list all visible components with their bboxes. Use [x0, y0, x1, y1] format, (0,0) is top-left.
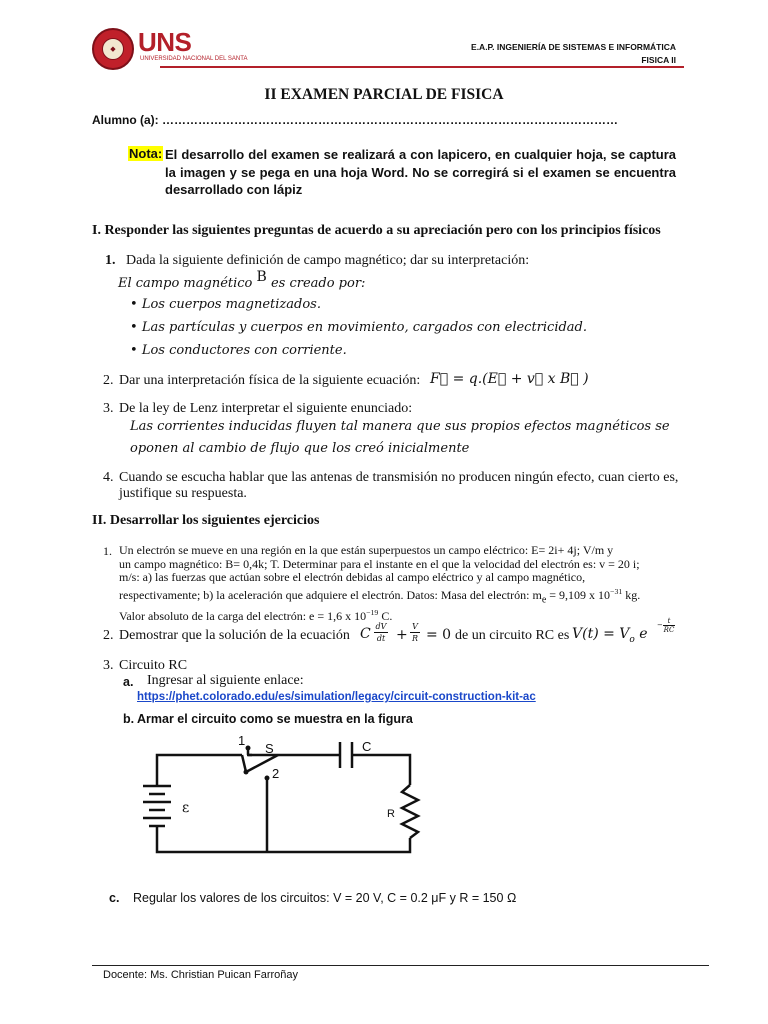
ex2-text-b: de un circuito RC es [455, 628, 570, 643]
footer-teacher: Docente: Ms. Christian Puican Farroñay [103, 969, 299, 981]
switch-pos2-label: 2 [272, 766, 280, 781]
seal-inner: ◆ [102, 38, 124, 60]
header-divider [160, 66, 684, 68]
logo-subtext: UNIVERSIDAD NACIONAL DEL SANTA [140, 56, 248, 62]
q1-bullet: • Los conductores con corriente. [130, 343, 347, 358]
field-b-symbol: B [256, 269, 267, 285]
ex2-number: 2. [103, 628, 114, 643]
q2-text: Dar una interpretación física de la siguiente ecuación: [119, 373, 421, 388]
q4-number: 4. [103, 470, 114, 485]
q1-number: 1. [105, 253, 116, 268]
phet-link[interactable]: https://phet.colorado.edu/es/simulation/legacy/circuit-construction-kit-ac [137, 691, 536, 703]
ex3-title: Circuito RC [119, 658, 188, 673]
circuit-wire-right [352, 755, 410, 785]
ex2-eq-c: C [360, 626, 371, 642]
q1-hand-intro-b: es creado por: [270, 276, 366, 291]
ex2-sol-exp-den: RC [663, 626, 675, 634]
q1-bullet: • Las partículas y cuerpos en movimiento, cargados con electricidad. [130, 320, 588, 335]
switch-contact-1 [246, 746, 251, 751]
ex3-c-label: c. [109, 891, 120, 905]
section2-heading: II. Desarrollar los siguientes ejercicios [92, 513, 320, 528]
q3-text: De la ley de Lenz interpretar el siguiente enunciado: [119, 401, 413, 416]
section1-heading: I. Responder las siguientes preguntas de acuerdo a su apreciación pero con los principios físicos [92, 223, 661, 238]
ex3-b-text: Armar el circuito como se muestra en la figura [137, 712, 413, 726]
student-line: Alumno (a): …………………………………………………………………………………………………… [92, 113, 618, 127]
ex1-number: 1. [103, 544, 112, 558]
ex2-eq-frac2-den: R [411, 634, 419, 643]
logo-text: UNS [138, 27, 192, 57]
q1-hand-intro-a: El campo magnético [118, 276, 253, 291]
ex2-sol-lhs: $V(t) = V_o$ e [572, 626, 648, 645]
ex2-sol-minus: − [657, 621, 663, 629]
q1-bullet: • Los cuerpos magnetizados. [130, 297, 321, 312]
q3-hand-line: oponen al cambio de flujo que los creó inicialmente [130, 441, 470, 456]
ex1-text: Un electrón se mueve en una región en la que están superpuestos un campo eléctrico: E= 2i+ 4j; V/m y un campo magnético: B= 0,4k; T. Determinar para el instante en el que la velocidad del electrón es: v = 20 i; m/s: a) las fuerzas que actúan sobre el electrón debidas al campo eléctrico y al campo magnético, respectivamente; b) la aceleración que adquiere el electrón. Datos: Masa del electrón: $m_e = 9,109$ x $10^{-31}$ kg. Valor absoluto de la carga del electrón: e = 1,6 x $10^{-19}$ C. [119, 543, 641, 624]
q1-text: Dada la siguiente definición de campo magnético; dar su interpretación: [126, 253, 530, 268]
exam-title: II EXAMEN PARCIAL DE FISICA [264, 86, 504, 103]
ex3-a-label: a. [123, 675, 134, 689]
resistor-zigzag [402, 785, 418, 838]
q2-number: 2. [103, 373, 114, 388]
course-name: FISICA II [641, 55, 676, 65]
school-name: E.A.P. INGENIERÍA DE SISTEMAS E INFORMÁTICA [471, 42, 676, 52]
note-text: El desarrollo del examen se realizará a con lapicero, en cualquier hoja, se captura la imagen y se pega en una hoja Word. No se corregirá si el examen se encuentra desarrollado con lápiz [165, 147, 676, 197]
q2-equation: F⃗ = q.(E⃗ + v⃗ x B⃗ ) [430, 371, 589, 387]
switch-pivot [244, 770, 249, 775]
ex2-sol-exp-num: t [663, 617, 675, 626]
q3-number: 3. [103, 401, 114, 416]
note-label: Nota: [129, 146, 163, 161]
ex3-c-text: Regular los valores de los circuitos: V = 20 V, C = 0.2 μF y R = 150 Ω [133, 891, 517, 905]
circuit-wire-top-left [157, 755, 242, 786]
circuit-wire-bottom [157, 826, 410, 852]
q3-hand-line: Las corrientes inducidas fluyen tal manera que sus propios efectos magnéticos se [130, 419, 670, 434]
ex2-eq-rhs: = 0 [426, 627, 452, 643]
q4-text: Cuando se escucha hablar que las antenas de transmisión no producen ningún efecto, cuan cierto es, justifique su respuesta. [119, 470, 679, 501]
ex2-eq-frac1-num: dV [375, 622, 387, 631]
university-seal [92, 28, 134, 70]
switch-pos1-label: 1 [238, 733, 246, 748]
switch-contact-2 [265, 776, 270, 781]
ex2-eq-plus: + [396, 627, 408, 643]
q1-hand-intro [118, 269, 366, 291]
switch-label: S [265, 741, 274, 756]
resistor-label: R [387, 808, 395, 820]
footer-divider [92, 965, 709, 966]
ex3-number: 3. [103, 658, 114, 673]
rc-circuit-diagram [130, 730, 430, 880]
capacitor-label: C [362, 739, 372, 754]
ex2-eq-frac1-den: dt [376, 634, 386, 643]
ex2-text-a: Demostrar que la solución de la ecuación [119, 628, 350, 643]
ex2-eq-frac2-num: V [410, 622, 420, 633]
battery-label: ε [182, 800, 190, 816]
ex3-a-text: Ingresar al siguiente enlace: [147, 673, 304, 688]
ex3-b-label: b. [123, 712, 135, 726]
